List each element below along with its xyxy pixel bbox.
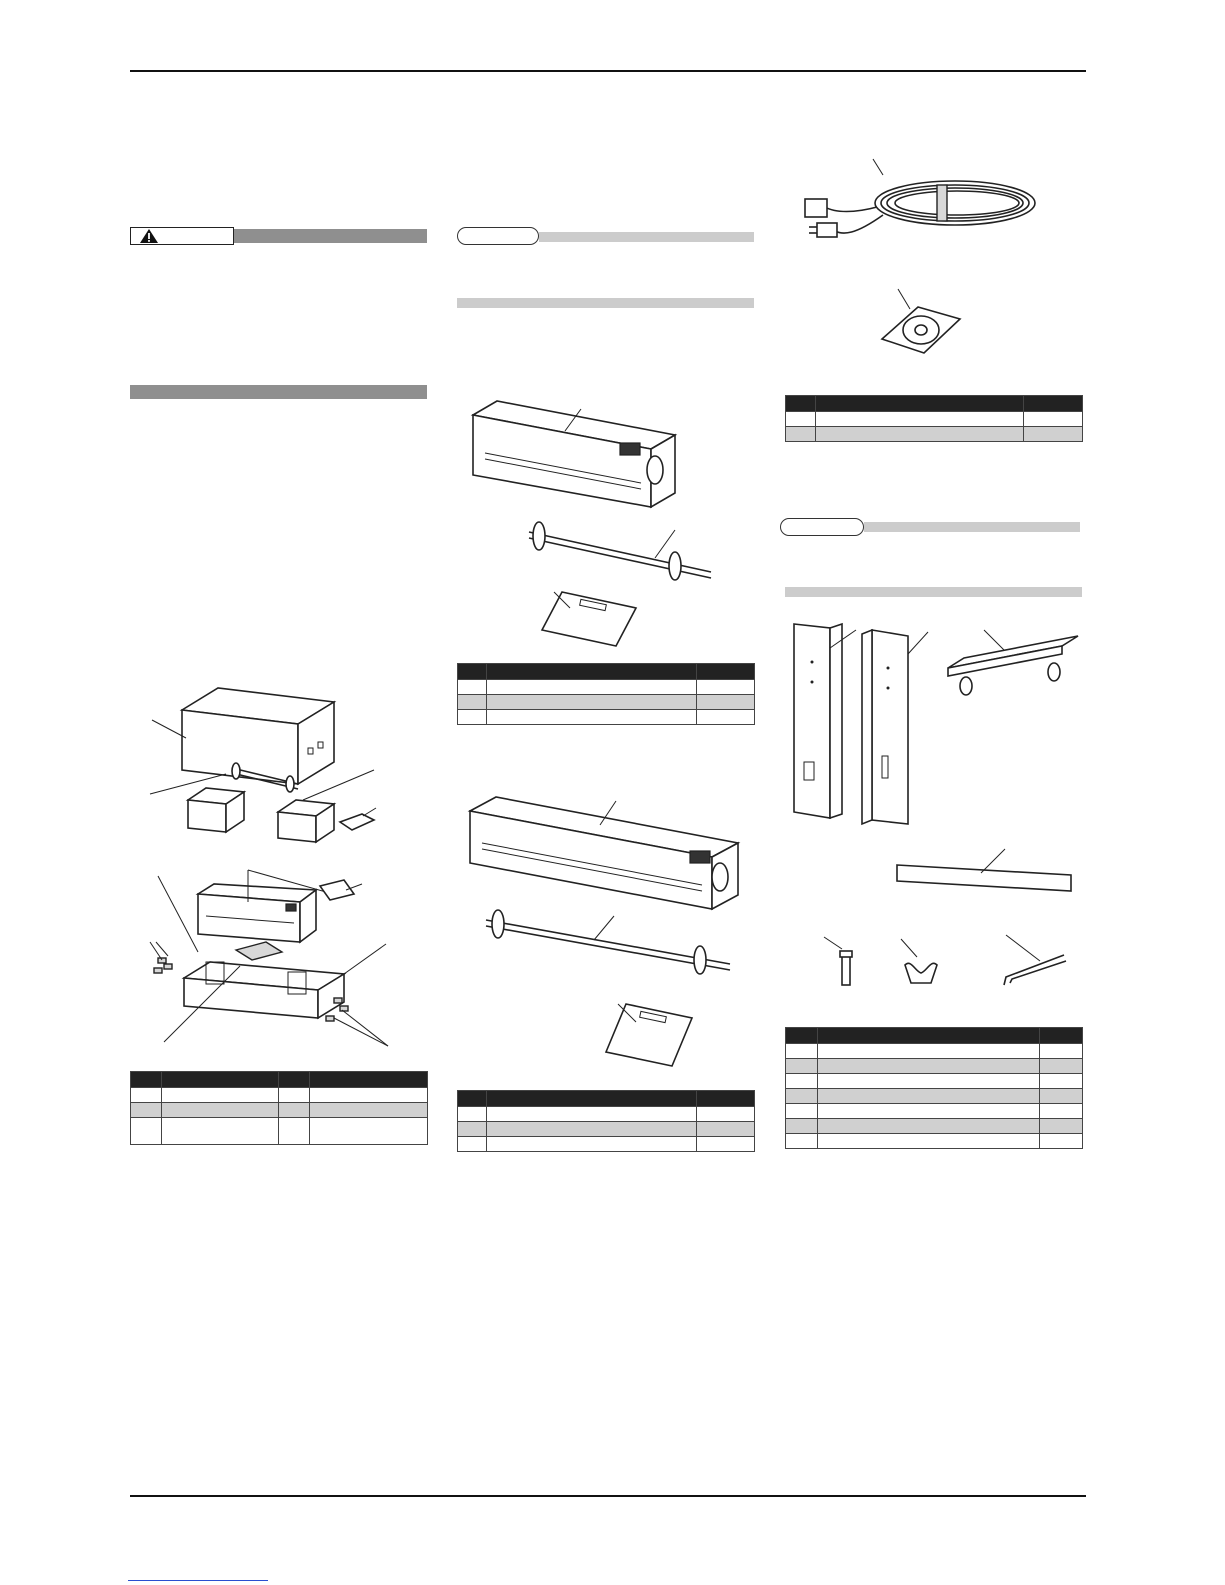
stand-foot-illustration	[944, 628, 1084, 708]
printer-unit	[198, 884, 316, 942]
section-bar-unpacking	[130, 385, 427, 399]
section-bar-printer24	[457, 298, 754, 308]
cd-rom-illustration	[876, 285, 966, 365]
printer36-parts-table	[457, 1090, 755, 1152]
note-bar-column3	[864, 522, 1080, 532]
note-pill-column2	[457, 227, 539, 245]
warning-triangle-icon	[139, 228, 159, 244]
stand-stay-illustration	[893, 845, 1083, 895]
printer-36-illustration	[466, 793, 746, 913]
stand-parts-table	[785, 1027, 1083, 1149]
section-bar-stand	[785, 587, 1082, 597]
note-bar-column2	[539, 232, 754, 242]
manual-24-illustration	[540, 590, 640, 650]
note-pill-column3	[780, 518, 864, 536]
printer24-parts-table	[457, 663, 755, 725]
roll-holder-24-illustration	[515, 520, 725, 590]
card-small	[340, 814, 374, 830]
clips-left	[154, 958, 172, 973]
packing-block-right	[278, 800, 334, 842]
printer-24-illustration	[465, 395, 695, 515]
carton-box	[182, 688, 334, 784]
card-document	[320, 880, 354, 900]
footer-link[interactable]	[128, 1580, 268, 1581]
unpacking-parts-table	[130, 1071, 428, 1145]
packing-block-left	[188, 788, 244, 832]
manual-36-illustration	[604, 1000, 694, 1070]
wing-nut-illustration	[897, 935, 947, 995]
warning-bar	[234, 229, 427, 243]
roll-holder-36-illustration	[474, 910, 744, 980]
header-rule	[130, 70, 1086, 72]
stand-leg-right-illustration	[858, 628, 918, 828]
footer-rule	[130, 1495, 1086, 1497]
bottom-tray	[184, 942, 344, 1018]
warning-label	[130, 227, 234, 245]
hex-wrench-illustration	[1000, 933, 1080, 993]
bolt-illustration	[820, 935, 860, 995]
power-cord-illustration	[795, 155, 1055, 255]
stand-leg-left-illustration	[790, 622, 850, 822]
accessories-parts-table	[785, 395, 1083, 442]
unpacking-diagram	[148, 680, 408, 1060]
